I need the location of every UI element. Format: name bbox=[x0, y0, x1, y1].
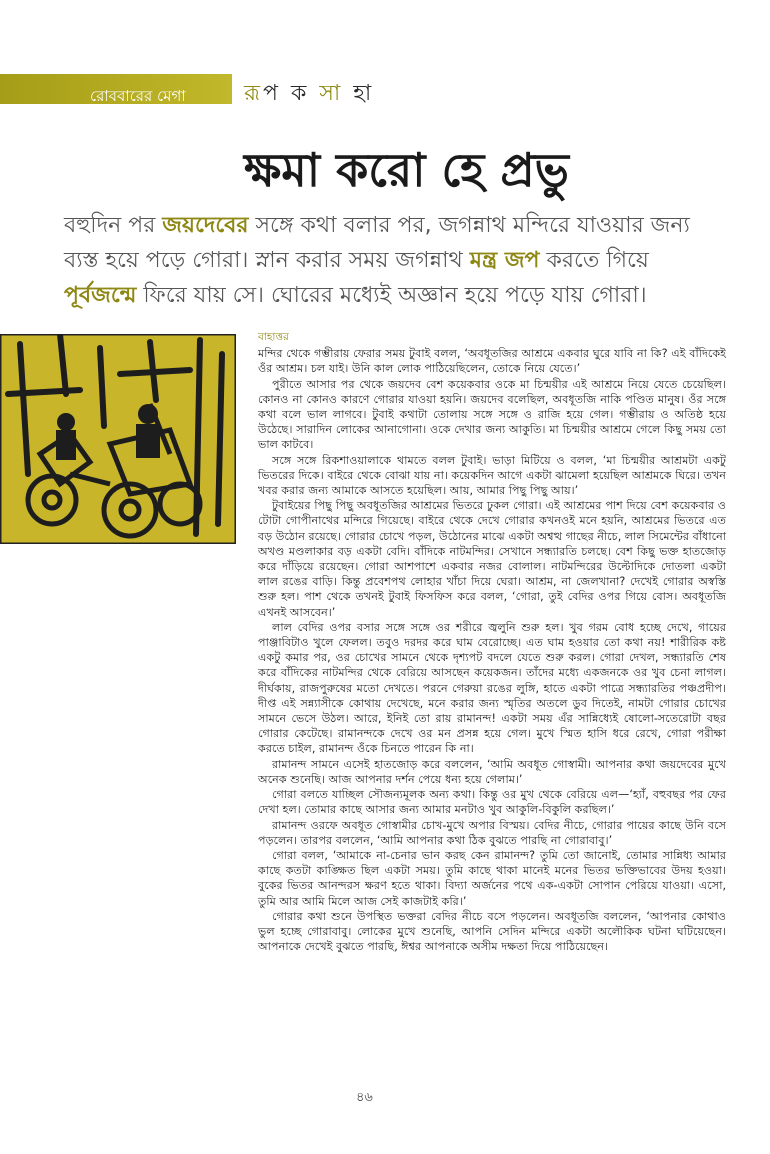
author-part: হা bbox=[343, 81, 375, 106]
lead-text: সঙ্গে কথা বলার পর, জগন্নাথ মন্দিরে যাওয়ার জন্য ব্যস্ত হয়ে পড়ে গোরা। স্নান করার সময় জগন্নাথ bbox=[64, 213, 690, 273]
body-paragraph: গোরার কথা শুনে উপস্থিত ভক্তরা বেদির নীচে বসে পড়লেন। অবধূতজি বললেন, ‘আপনার কোথাও ভুল হচ্ছে গোরাবাবু। লোকের মুখে শুনেছি, আপনি সেদিন মন্দিরে একটা অলৌকিক ঘটনা ঘটিয়েছেন। আপনাকে দেখেই বুঝতে পারছি, ঈশ্বর আপনাকে অসীম দক্ষতা দিয়ে পাঠিয়েছেন। bbox=[258, 909, 726, 954]
rickshaw-illustration bbox=[0, 334, 236, 544]
author-part: সা bbox=[319, 81, 344, 106]
body-paragraph: গোরা বলল, ‘আমাকে না-চেনার ভান করছ কেন রামানন্দ? তুমি তো জানোই, তোমার সান্নিধ্য আমার কাছে কতটা কাঙ্ক্ষিত ছিল একটা সময়। তুমি কাছে থাকা মানেই মনের ভিতর ভক্তিভাবের উদয় হওয়া। বুকের ভিতর আনন্দরস ক্ষরণ হতে থাকা। বিদ্যা অর্জনের পথে এক-একটা সোপান পেরিয়ে যাওয়া। এসো, তুমি আর আমি মিলে আজ সেই কাজটাই করি।’ bbox=[258, 848, 726, 908]
lead-keyword: পূর্বজন্মে bbox=[64, 283, 137, 308]
body-paragraph: রামানন্দ সামনে এসেই হাতজোড় করে বললেন, ‘আমি অবধূত গোস্বামী। আপনার কথা জয়দেবের মুখে অনেক শুনেছি। আজ আপনার দর্শন পেয়ে ধন্য হয়ে গেলাম।’ bbox=[258, 757, 726, 786]
lead-text: বহুদিন পর bbox=[64, 213, 163, 238]
body-paragraph: লাল বেদির ওপর বসার সঙ্গে সঙ্গে ওর শরীরে জ্বলুনি শুরু হল। খুব গরম বোধ হচ্ছে দেখে, গায়ের পাঞ্জাবিটাও খুলে ফেলল। তবুও দরদর করে ঘাম বেরোচ্ছে। এত ঘাম হওয়ার তো কথা নয়! শারীরিক কষ্ট একটু কমার পর, ওর চোখের সামনে থেকে দৃশ্যপট বদলে যেতে শুরু করল। গোরা দেখল, সন্ধ্যারতি শেষ করে বাঁদিকের নাটমন্দির থেকে বেরিয়ে আসছেন কয়েকজন। তাঁদের মধ্যে একজনকে ওর খুব চেনা লাগল। দীর্ঘকায়, রাজপুরুষের মতো দেখতে। পরনে গেরুয়া রঙের লুঙ্গি, হাতে একটা পাত্রে সন্ধ্যারতির পঞ্চপ্রদীপ। দীপ্ত এই সন্ন্যাসীকে কোথায় দেখেছে, মনে করার জন্য স্মৃতির অতলে ডুব দিতেই, নামটা গোরার চোখের সামনে ভেসে উঠল। আরে, ইনিই তো রায় রামানন্দ! একটা সময় এঁর সান্নিধ্যেই ষোলো-সতেরোটা বছর গোরার কেটেছে। রামানন্দকে দেখে ওর মন প্রসন্ন হয়ে গেল। মুখে স্মিত হাসি ধরে রেখে, গোরা পরীক্ষা করতে চাইল, রামানন্দ ওঁকে চিনতে পারেন কি না। bbox=[258, 620, 726, 756]
series-label: রোববারের মেগা bbox=[90, 87, 186, 105]
paragraph-list bbox=[258, 346, 726, 954]
lead-text: ফিরে যায় সে। ঘোরের মধ্যেই অজ্ঞান হয়ে পড়ে যায় গোরা। bbox=[136, 283, 647, 308]
series-header bbox=[0, 74, 400, 104]
body-paragraph: সঙ্গে সঙ্গে রিকশাওয়ালাকে থামতে বলল টুবাই। ভাড়া মিটিয়ে ও বলল, ‘মা চিন্ময়ীর আশ্রমটা একটু ভিতরের দিকে। বাইরে থেকে বোঝা যায় না। কয়েকদিন আগে একটা ঝামেলা হয়েছিল আশ্রমকে ঘিরে। তখন খবর করার জন্য আমাকে আসতে হয়েছিল। আয়, আমার পিছু পিছু আয়।’ bbox=[258, 453, 726, 498]
body-paragraph: টুবাইয়ের পিছু পিছু অবধূতজির আশ্রমের ভিতরে ঢুকল গোরা। এই আশ্রমের পাশ দিয়ে বেশ কয়েকবার ও টোটা গোপীনাথের মন্দিরে গিয়েছে। বাইরে থেকে দেখে গোরার কখনওই মনে হয়নি, আশ্রমের ভিতরে এত বড় উঠোন রয়েছে। গোরার চোখে পড়ল, উঠোনের মাঝে একটা অশ্বত্থ গাছের নীচে, লাল সিমেন্টের বাঁধানো অখণ্ড মণ্ডলাকার বড় একটা বেদি। বাঁদিকে নাটমন্দির। সেখানে সন্ধ্যারতি চলছে। বেশ কিছু ভক্ত হাতজোড় করে দাঁড়িয়ে রয়েছেন। গোরা আশপাশে একবার নজর বোলাল। নাটমন্দিরের উল্টোদিকে দোতলা একটা লাল রঙের বাড়ি। কিন্তু প্রবেশপথ লোহার খাঁচা দিয়ে ঘেরা। আশ্রম, না জেলখানা? দেখেই গোরার অস্বস্তি শুরু হল। পাশ থেকে তখনই টুবাই ফিসফিস করে বলল, ‘গোরা, তুই বেদির ওপর গিয়ে বোস। অবধূতজি এখনই আসবেন।’ bbox=[258, 499, 726, 619]
lead-text: করতে গিয়ে bbox=[539, 248, 649, 273]
section-label: বাহাত্তর bbox=[258, 331, 289, 343]
lead-paragraph bbox=[64, 208, 714, 313]
body-paragraph: মন্দির থেকে গম্ভীরায় ফেরার সময় টুবাই বলল, ‘অবধূতজির আশ্রমে একবার ঘুরে যাবি না কি? এই বাঁদিকেই ওঁর আশ্রম। চল যাই। উনি কাল লোক পাঠিয়েছিলেন, তোকে নিয়ে যেতে।’ bbox=[258, 347, 726, 376]
article-title: ক্ষমা করো হে প্রভু bbox=[244, 143, 569, 197]
lead-keyword: মন্ত্র জপ bbox=[469, 248, 540, 273]
page-number: ৪৬ bbox=[356, 1090, 373, 1105]
article-body bbox=[258, 330, 726, 954]
author-part: প ক bbox=[263, 81, 320, 106]
author-name bbox=[244, 76, 374, 113]
body-paragraph: রামানন্দ ওরফে অবধূত গোস্বামীর চোখ-মুখে অপার বিস্ময়। বেদির নীচে, গোরার পায়ের কাছে উনি বসে পড়লেন। তারপর বললেন, ‘আমি আপনার কথা ঠিক বুঝতে পারছি না গোরাবাবু।’ bbox=[258, 818, 726, 847]
body-paragraph: গোরা বলতে যাচ্ছিল সৌজন্যমূলক অন্য কথা। কিন্তু ওর মুখ থেকে বেরিয়ে এল—‘হ্যাঁ, বহুবছর পর ফের দেখা হল। তোমার কাছে আসার জন্য আমার মনটাও খুব আকুলি-বিকুলি করছিল।’ bbox=[258, 788, 726, 817]
author-part: রূ bbox=[244, 81, 264, 106]
lead-keyword: জয়দেবের bbox=[162, 213, 249, 238]
body-paragraph: পুরীতে আসার পর থেকে জয়দেব বেশ কয়েকবার ওকে মা চিন্ময়ীর এই আশ্রমে নিয়ে যেতে চেয়েছিল। কোনও না কোনও কারণে গোরার যাওয়া হয়নি। জয়দেব বলেছিল, অবধূতজি নাকি পণ্ডিত মানুষ। ওঁর সঙ্গে কথা বলে ভাল লাগবে। টুবাই কথাটা তোলায় সঙ্গে সঙ্গে ও রাজি হয়ে গেল। গম্ভীরায় ও অতিষ্ঠ হয়ে উঠেছে। সারাদিন লোকের আনাগোনা। ওকে দেখার জন্য আকুতি। মা চিন্ময়ীর আশ্রমে গেলে কিছু সময় তো ভাল কাটবে। bbox=[258, 377, 726, 452]
